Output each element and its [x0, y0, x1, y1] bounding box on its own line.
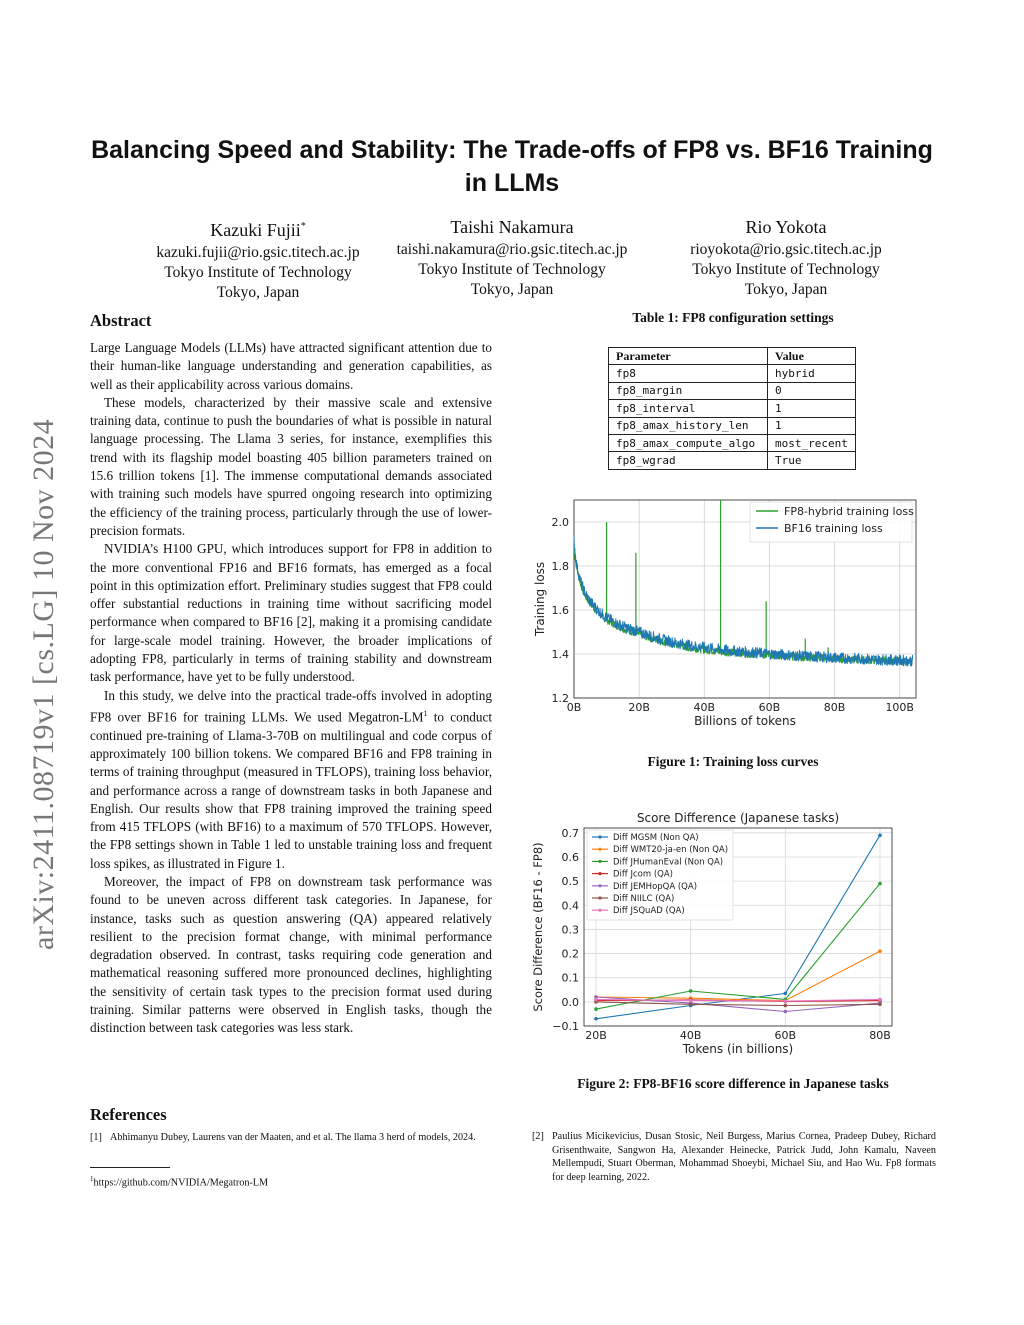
reference-number: [2] — [532, 1131, 544, 1142]
legend-marker — [598, 848, 601, 851]
legend-entry: Diff NIILC (QA) — [613, 894, 675, 904]
reference-item — [532, 1130, 936, 1184]
figure-caption: Figure 2: FP8-BF16 score difference in Japanese tasks — [577, 1076, 889, 1091]
data-point — [878, 998, 882, 1002]
table-cell: fp8_wgrad — [609, 452, 768, 469]
x-tick-label: 80B — [869, 1029, 891, 1042]
author-affiliation: Tokyo Institute of Technology — [692, 261, 880, 278]
x-tick-label: 100B — [885, 701, 914, 714]
x-axis-label: Tokens (in billions) — [682, 1042, 794, 1056]
y-tick-label: 1.6 — [551, 604, 569, 617]
legend-marker — [598, 835, 601, 838]
x-tick-label: 80B — [823, 701, 846, 714]
x-tick-label: 20B — [585, 1029, 607, 1042]
series-line — [574, 536, 913, 666]
abstract-paragraph: NVIDIA’s H100 GPU, which introduces support for FP8 in addition to the more conventional FP16 and BF16 formats, has emerged as a focal point in this optimization effort. Preliminary studies suggest that FP8 could offer substantial reductions in training time without sacrificing model performance when compared to BF16 [2], making it a promising candidate for large-scale model training. However, the broader implications of adopting FP8, particularly in terms of training stability and downstream task performance, have yet to be fully understood. — [90, 541, 492, 685]
table-cell: hybrid — [768, 365, 856, 382]
x-tick-label: 60B — [774, 1029, 797, 1042]
data-point — [594, 1007, 598, 1011]
score-difference-chart — [528, 806, 928, 1066]
table-row — [609, 434, 856, 451]
footnote-rule — [90, 1167, 170, 1168]
y-tick-label: 0.5 — [561, 875, 579, 889]
legend-entry: Diff MGSM (Non QA) — [613, 833, 699, 843]
abstract-paragraph: In this study, we delve into the practical trade-offs involved in adopting FP8 over BF16 for training LLMs. We used Megatron-$LM^1$ to conduct continued pre-training of Llama-3-70B on multilingual and code corpus of approximately 100 billion tokens. We compared BF16 and FP8 training in terms of training throughput (measured in TFLOPS), training loss behavior, and performance across a range of downstream tasks in both Japanese and English. Our results show that FP8 training improved the training speed from 415 TFLOPS (with BF16) to a maximum of 570 TFLOPS. However, the FP8 settings shown in Table 1 led to unstable training loss and frequent loss spikes, as illustrated in Figure 1. — [90, 687, 493, 871]
author-email[interactable]: rioyokota@rio.gsic.titech.ac.jp — [690, 241, 882, 258]
y-tick-label: 1.2 — [551, 692, 569, 705]
abstract-paragraph: Moreover, the impact of FP8 on downstream task performance was found to be uneven across different task categories. In Japanese, for instance, tasks such as question answering (QA) appeared relatively resilient to the precision format change, with minimal performance degradation observed. In contrast, tasks requiring code generation and mathematical reasoning suffered more pronounced declines, highlighting the sensitivity of certain task types to the precision format used during training. Similar patterns were observed in English tasks, though the distinction between task categories was less stark. — [90, 874, 492, 1036]
abstract-section — [90, 310, 492, 1038]
footnote-mark[interactable]: 1 — [423, 708, 428, 718]
table-cell: 1 — [768, 400, 856, 417]
table-cell: fp8_margin — [609, 382, 768, 399]
author-block — [636, 214, 936, 300]
table-cell: fp8_interval — [609, 400, 768, 417]
legend-marker — [598, 896, 601, 899]
table-cell: fp8_amax_compute_algo — [609, 434, 768, 451]
data-point — [784, 1004, 788, 1008]
figure-caption: Figure 1: Training loss curves — [647, 754, 819, 769]
legend-entry: Diff JSQuAD (QA) — [613, 906, 685, 917]
author-affiliation: Tokyo Institute of Technology — [418, 261, 606, 278]
table-row — [609, 452, 856, 469]
y-tick-label: 0.3 — [561, 923, 579, 937]
table-row — [609, 382, 856, 399]
legend-entry: Diff JEMHopQA (QA) — [613, 881, 698, 892]
data-point — [594, 998, 598, 1002]
footnote-link[interactable]: https://github.com/NVIDIA/Megatron-LM — [93, 1177, 269, 1189]
author-location: Tokyo, Japan — [216, 284, 300, 301]
legend-entry: Diff Jcom (QA) — [613, 869, 673, 880]
table-row — [609, 417, 856, 434]
abstract-paragraph: These models, characterized by their massive scale and extensive training data, continue to push the boundaries of what is possible in natural language processing. The Llama 3 series, for instance, exemplifies this trend with its flagship model boasting 405 billion parameters trained on 15.6 trillion tokens [1]. The immense computational demands associated with training such models have spurred ongoing research into optimizing the efficiency of the training process, particularly through the use of lower-precision formats. — [90, 394, 492, 538]
author-email[interactable]: kazuki.fujii@rio.gsic.titech.ac.jp — [156, 244, 360, 261]
y-tick-label: 2.0 — [551, 516, 569, 529]
y-tick-label: 0.2 — [561, 947, 579, 961]
data-point — [689, 989, 693, 993]
reference-number: [1] — [90, 1132, 102, 1143]
data-point — [878, 882, 882, 886]
table-cell: fp8_amax_history_len — [609, 417, 768, 434]
y-tick-label: 0.0 — [561, 995, 579, 1009]
x-tick-label: 40B — [693, 701, 716, 714]
x-tick-label: 20B — [628, 701, 650, 714]
data-point — [878, 949, 882, 953]
table-cell: 1 — [768, 417, 856, 434]
y-tick-label: −0.1 — [552, 1020, 579, 1033]
data-point — [784, 1010, 788, 1014]
author-name: Kazuki Fujii* — [210, 220, 306, 240]
references-heading: References — [90, 1105, 167, 1124]
table-cell: fp8 — [609, 365, 768, 382]
author-location: Tokyo, Japan — [744, 281, 828, 298]
table-cell: True — [768, 452, 856, 469]
x-tick-label: 60B — [758, 701, 781, 714]
abstract-heading: Abstract — [90, 311, 152, 330]
y-tick-label: 0.1 — [561, 971, 579, 985]
table-cell: 0 — [768, 382, 856, 399]
footnote: $^1$https://github.com/NVIDIA/Megatron-LM — [90, 1175, 269, 1189]
arxiv-stamp: arXiv:2411.08719v1 [cs.LG] 10 Nov 2024 — [27, 418, 60, 950]
chart-title: Score Difference (Japanese tasks) — [636, 811, 840, 825]
x-tick-label: 40B — [679, 1029, 702, 1042]
abstract-paragraph: Large Language Models (LLMs) have attracted significant attention due to their human-like language understanding and generation capabilities, as well as their applicability across various domains. — [90, 340, 492, 392]
legend-marker — [598, 909, 601, 912]
y-tick-label: 0.6 — [561, 850, 579, 864]
reference-text: Paulius Micikevicius, Dusan Stosic, Neil Burgess, Marius Cornea, Pradeep Dubey, Richard Grisenthwaite, Sangwon Ha, Alexander Heinecke, Patrick Judd, John Kamalu, Naveen Mellempudi, Stuart Oberman, Mohammad Shoeybi, Michael Siu, and Hao Wu. Fp8 formats for deep learning, 2022. — [552, 1131, 936, 1183]
y-axis-label: Training loss — [533, 561, 547, 637]
chart-legend — [750, 502, 914, 542]
legend-entry: Diff JHumanEval (Non QA) — [613, 857, 724, 868]
table-row — [609, 365, 856, 382]
author-affiliation: Tokyo Institute of Technology — [164, 264, 352, 281]
data-point — [784, 999, 788, 1003]
data-point — [594, 1017, 598, 1021]
figure-training-loss — [528, 494, 928, 734]
y-tick-label: 1.8 — [551, 560, 569, 573]
table-header: Parameter — [609, 348, 768, 365]
table-cell: most_recent — [768, 434, 856, 451]
fp8-config-table — [608, 347, 856, 470]
data-point — [689, 999, 693, 1003]
legend-marker — [598, 860, 601, 863]
table-row — [609, 400, 856, 417]
author-name: Taishi Nakamura — [450, 217, 574, 237]
paper-title: Balancing Speed and Stability: The Trade-offs of FP8 vs. BF16 Training in LLMs — [91, 136, 933, 197]
chart-legend — [587, 830, 733, 920]
table-header: Value — [768, 348, 856, 365]
training-loss-chart — [528, 494, 928, 734]
data-point — [878, 1002, 882, 1006]
figure-score-difference — [528, 806, 928, 1066]
author-location: Tokyo, Japan — [470, 281, 554, 298]
reference-item — [90, 1131, 494, 1145]
legend-marker — [598, 872, 601, 875]
x-axis-label: Billions of tokens — [694, 714, 796, 728]
data-point — [689, 1002, 693, 1006]
x-tick-label: 0B — [566, 701, 582, 714]
series-line — [596, 1002, 880, 1006]
y-axis-label: Score Difference (BF16 - FP8) — [531, 842, 545, 1012]
legend-entry: Diff WMT20-ja-en (Non QA) — [613, 845, 729, 856]
data-point — [878, 833, 882, 837]
author-name: Rio Yokota — [745, 217, 827, 237]
reference-text: Abhimanyu Dubey, Laurens van der Maaten, and et al. The llama 3 herd of models, 2024. — [110, 1132, 476, 1143]
table-caption: Table 1: FP8 configuration settings — [632, 310, 834, 325]
y-tick-label: 1.4 — [551, 648, 569, 661]
y-tick-label: 0.7 — [561, 826, 579, 840]
data-point — [784, 992, 788, 996]
legend-entry: FP8-hybrid training loss — [784, 505, 914, 518]
legend-marker — [598, 884, 601, 887]
author-block — [362, 214, 662, 300]
legend-entry: BF16 training loss — [784, 522, 883, 535]
author-email[interactable]: taishi.nakamura@rio.gsic.titech.ac.jp — [396, 241, 628, 258]
series-line — [596, 951, 880, 1001]
y-tick-label: 0.4 — [561, 899, 579, 913]
